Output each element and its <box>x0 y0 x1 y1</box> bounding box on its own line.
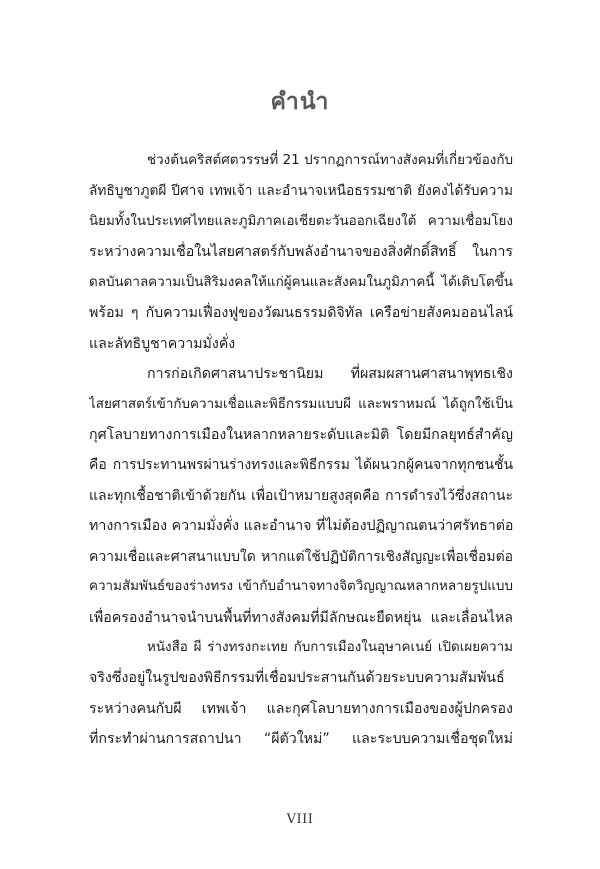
preface-body <box>89 146 513 755</box>
paragraph-1-line-3: นิยมทั้งในประเทศไทยและภูมิภาคเอเชียตะวันออกเฉียงใต้ ความเชื่อมโยง <box>89 213 513 229</box>
paragraph-1-line-5: ดลบันดาลความเป็นสิริมงคลให้แก่ผู้คนและสังคมในภูมิภาคนี้ ได้เติบโตขึ้น <box>89 274 513 290</box>
paragraph-1-line-2: ลัทธิบูชาภูตผี ปีศาจ เทพเจ้า และอำนาจเหนือธรรมชาติ ยังคงได้รับความ <box>89 183 513 200</box>
paragraph-2-line-3: กุศโลบายทางการเมืองในหลากหลายระดับและมิติ โดยมีกลยุทธ์สำคัญ <box>89 426 513 443</box>
paragraph-1-line-6: พร้อม ๆ กับความเฟื่องฟูของวัฒนธรรมดิจิทัล เครือข่ายสังคมออนไลน์ <box>89 305 513 322</box>
paragraph-1-line-7: และลัทธิบูชาความมั่งคั่ง <box>89 335 236 352</box>
paragraph-2-line-2: ไสยศาสตร์เข้ากับความเชื่อและพิธีกรรมแบบผี และพราหมณ์ ได้ถูกใช้เป็น <box>89 396 513 412</box>
page-title: คำนำ <box>270 88 330 115</box>
paragraph-3-line-1: หนังสือ ผี ร่างทรงกะเทย กับการเมืองในอุษาคเนย์ เปิดเผยความ <box>147 640 513 655</box>
paragraph-2-line-7: ความเชื่อและศาสนาแบบใด หากแต่ใช้ปฏิบัติการเชิงสัญญะเพื่อเชื่อมต่อ <box>89 548 513 565</box>
paragraph-1-line-4: ระหว่างความเชื่อในไสยศาสตร์กับพลังอำนาจของสิ่งศักดิ์สิทธิ์ ในการ <box>89 244 513 261</box>
paragraph-3-line-3: ระหว่างคนกับผี เทพเจ้า และกุศโลบายทางการเมืองของผู้ปกครอง <box>89 700 513 717</box>
paragraph-2-line-4: คือ การประทานพรผ่านร่างทรงและพิธีกรรม ได้ผนวกผู้คนจากทุกชนชั้น <box>89 457 513 474</box>
paragraph-2-line-5: และทุกเชื้อชาติเข้าด้วยกัน เพื่อเป้าหมายสูงสุดคือ การดำรงไว้ซึ่งสถานะ <box>89 487 513 504</box>
page-number: VIII <box>286 812 314 827</box>
paragraph-2-line-1: การก่อเกิดศาสนาประชานิยม ที่ผสมผสานศาสนาพุทธเชิง <box>147 366 513 383</box>
paragraph-3-line-4: ที่กระทำผ่านการสถาปนา “ผีตัวใหม่” และระบบความเชื่อชุดใหม่ <box>89 731 513 748</box>
paragraph-2-line-9: เพื่อครองอำนาจนำบนพื้นที่ทางสังคมที่มีลักษณะยืดหยุ่น และเลื่อนไหล <box>89 609 513 626</box>
paragraph-3-line-2: จริงซึ่งอยู่ในรูปของพิธีกรรมที่เชื่อมประสานกันด้วยระบบความสัมพันธ์ <box>89 670 505 687</box>
paragraph-1-line-1: ช่วงต้นคริสต์ศตวรรษที่ 21 ปรากฏการณ์ทางสังคมที่เกี่ยวข้องกับ <box>147 153 513 168</box>
paragraph-2-line-8: ความสัมพันธ์ของร่างทรง เข้ากับอำนาจทางจิตวิญญาณหลากหลายรูปแบบ <box>89 579 513 595</box>
paragraph-2-line-6: ทางการเมือง ความมั่งคั่ง และอำนาจ ที่ไม่ต้องปฏิญาณตนว่าศรัทธาต่อ <box>89 518 513 535</box>
